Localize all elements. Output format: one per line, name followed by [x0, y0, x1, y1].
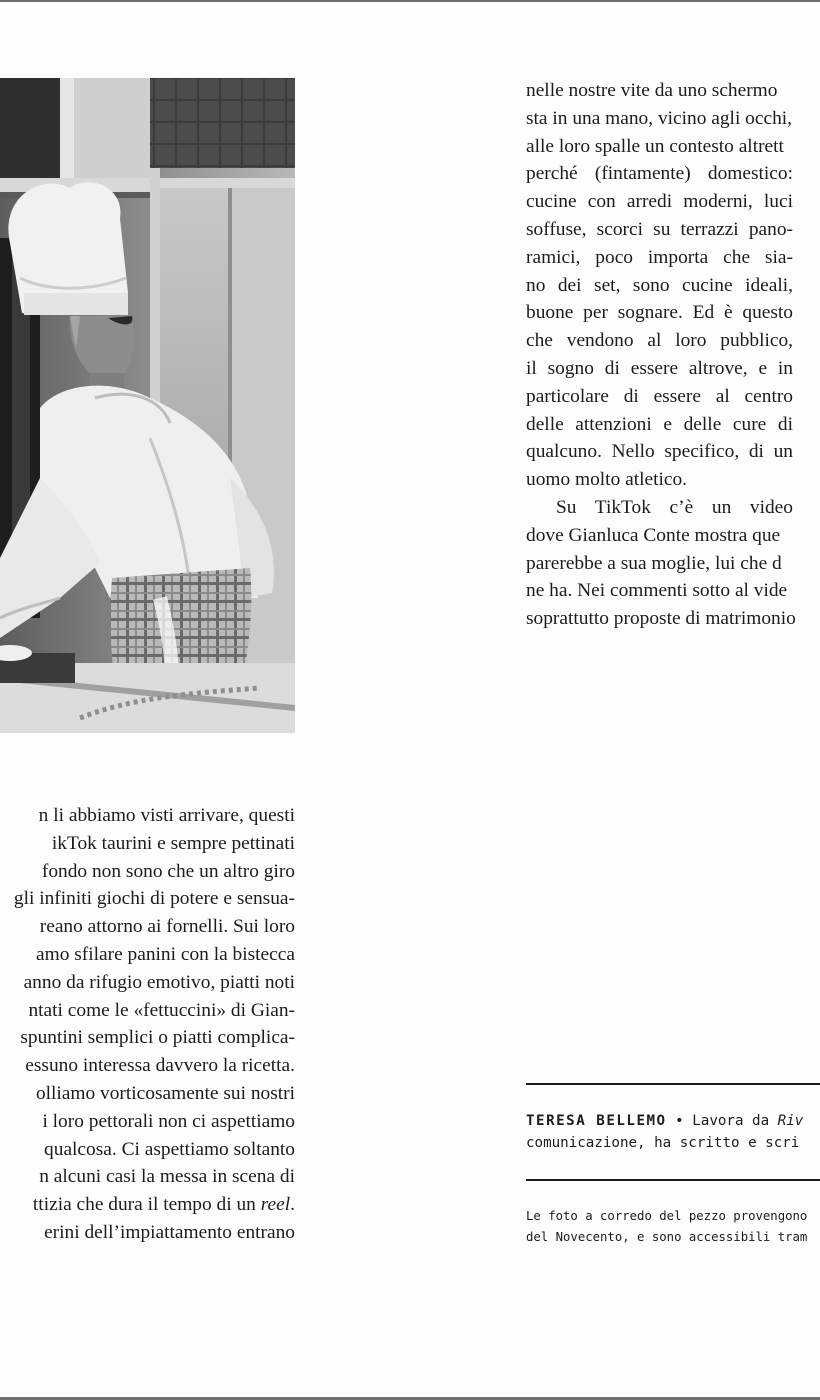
text-fragment: ttizia che dura il tempo di un	[32, 1194, 261, 1216]
text-line: qualcosa. Ci aspettiamo soltanto	[44, 1138, 295, 1160]
credits-line-1: Le foto a corredo del pezzo provengono	[526, 1209, 808, 1223]
top-border	[0, 0, 820, 2]
author-italic: Riv	[777, 1113, 804, 1129]
text-fragment: .	[290, 1194, 295, 1216]
text-line: essuno interessa davvero la ricetta.	[25, 1055, 295, 1077]
text-line: gli infiniti giochi di potere e sensua-	[13, 888, 295, 910]
text-line: che vendono al loro pubblico,	[526, 330, 793, 352]
text-line: alle loro spalle un contesto altrett	[526, 135, 784, 157]
text-line: ntati come le «fettuccini» di Gian-	[28, 999, 295, 1021]
text-line: delle attenzioni e delle cure di	[526, 413, 793, 435]
left-text-column	[0, 802, 295, 1247]
author-top-rule	[526, 1083, 820, 1085]
text-line: ne ha. Nei commenti sotto al vide	[526, 580, 788, 602]
text-line: Su TikTok c’è un video	[556, 496, 793, 518]
chef-photograph	[0, 78, 295, 733]
author-bottom-rule	[526, 1179, 820, 1181]
text-line: nelle nostre vite da uno schermo	[526, 80, 778, 101]
text-line: perché (fintamente) domestico:	[526, 163, 793, 185]
text-line-reel	[0, 1191, 295, 1219]
credits-line-2: del Novecento, e sono accessibili tram	[526, 1230, 808, 1244]
reel-word: reel	[260, 1194, 291, 1216]
text-line: parerebbe a sua moglie, lui che d	[526, 552, 782, 574]
author-text: Lavora da	[692, 1113, 778, 1129]
author-line-2: comunicazione, ha scritto e scri	[526, 1135, 800, 1151]
text-line: dove Gianluca Conte mostra que	[526, 524, 781, 546]
text-line: olliamo vorticosamente sui nostri	[35, 1082, 295, 1104]
text-line: amo sfilare panini con la bistecca	[36, 943, 295, 965]
author-line-1	[526, 1110, 820, 1132]
text-line: il sogno di essere altrove, e in	[526, 357, 793, 379]
left-paragraph	[0, 802, 295, 1247]
text-line: spuntini semplici o piatti complica-	[20, 1027, 295, 1049]
bullet-separator: •	[675, 1113, 684, 1129]
text-line: ramici, poco importa che sia-	[526, 246, 793, 268]
text-line: anno da rifugio emotivo, piatti noti	[23, 971, 295, 993]
author-name: TERESA BELLEMO	[526, 1113, 667, 1129]
text-line: qualcuno. Nello specifico, di un	[526, 441, 793, 463]
author-bio	[526, 1110, 820, 1154]
text-line: sta in una mano, vicino agli occhi,	[526, 107, 793, 129]
text-line: i loro pettorali non ci aspettiamo	[42, 1110, 295, 1132]
text-line: reano attorno ai fornelli. Sui loro	[39, 916, 295, 938]
text-line: erini dell’impiattamento entrano	[44, 1221, 295, 1243]
text-line: ikTok taurini e sempre pettinati	[51, 832, 295, 854]
right-paragraph-2	[526, 494, 796, 633]
right-paragraph-1	[526, 77, 793, 494]
photo-credits	[526, 1206, 820, 1248]
text-line: buone per sognare. Ed è questo	[526, 302, 793, 324]
text-line: uomo molto atletico.	[526, 469, 688, 491]
right-text-column	[526, 77, 796, 633]
text-line: fondo non sono che un altro giro	[41, 860, 295, 882]
text-line: particolare di essere al centro	[526, 385, 793, 407]
text-line: n alcuni casi la messa in scena di	[39, 1166, 295, 1188]
text-line: soffuse, scorci su terrazzi pano-	[526, 218, 793, 240]
text-line: n li abbiamo visti arrivare, questi	[38, 805, 295, 826]
text-line: no dei set, sono cucine ideali,	[526, 274, 793, 296]
text-line: cucine con arredi moderni, luci	[526, 191, 793, 213]
text-line: soprattutto proposte di matrimonio	[526, 608, 796, 630]
